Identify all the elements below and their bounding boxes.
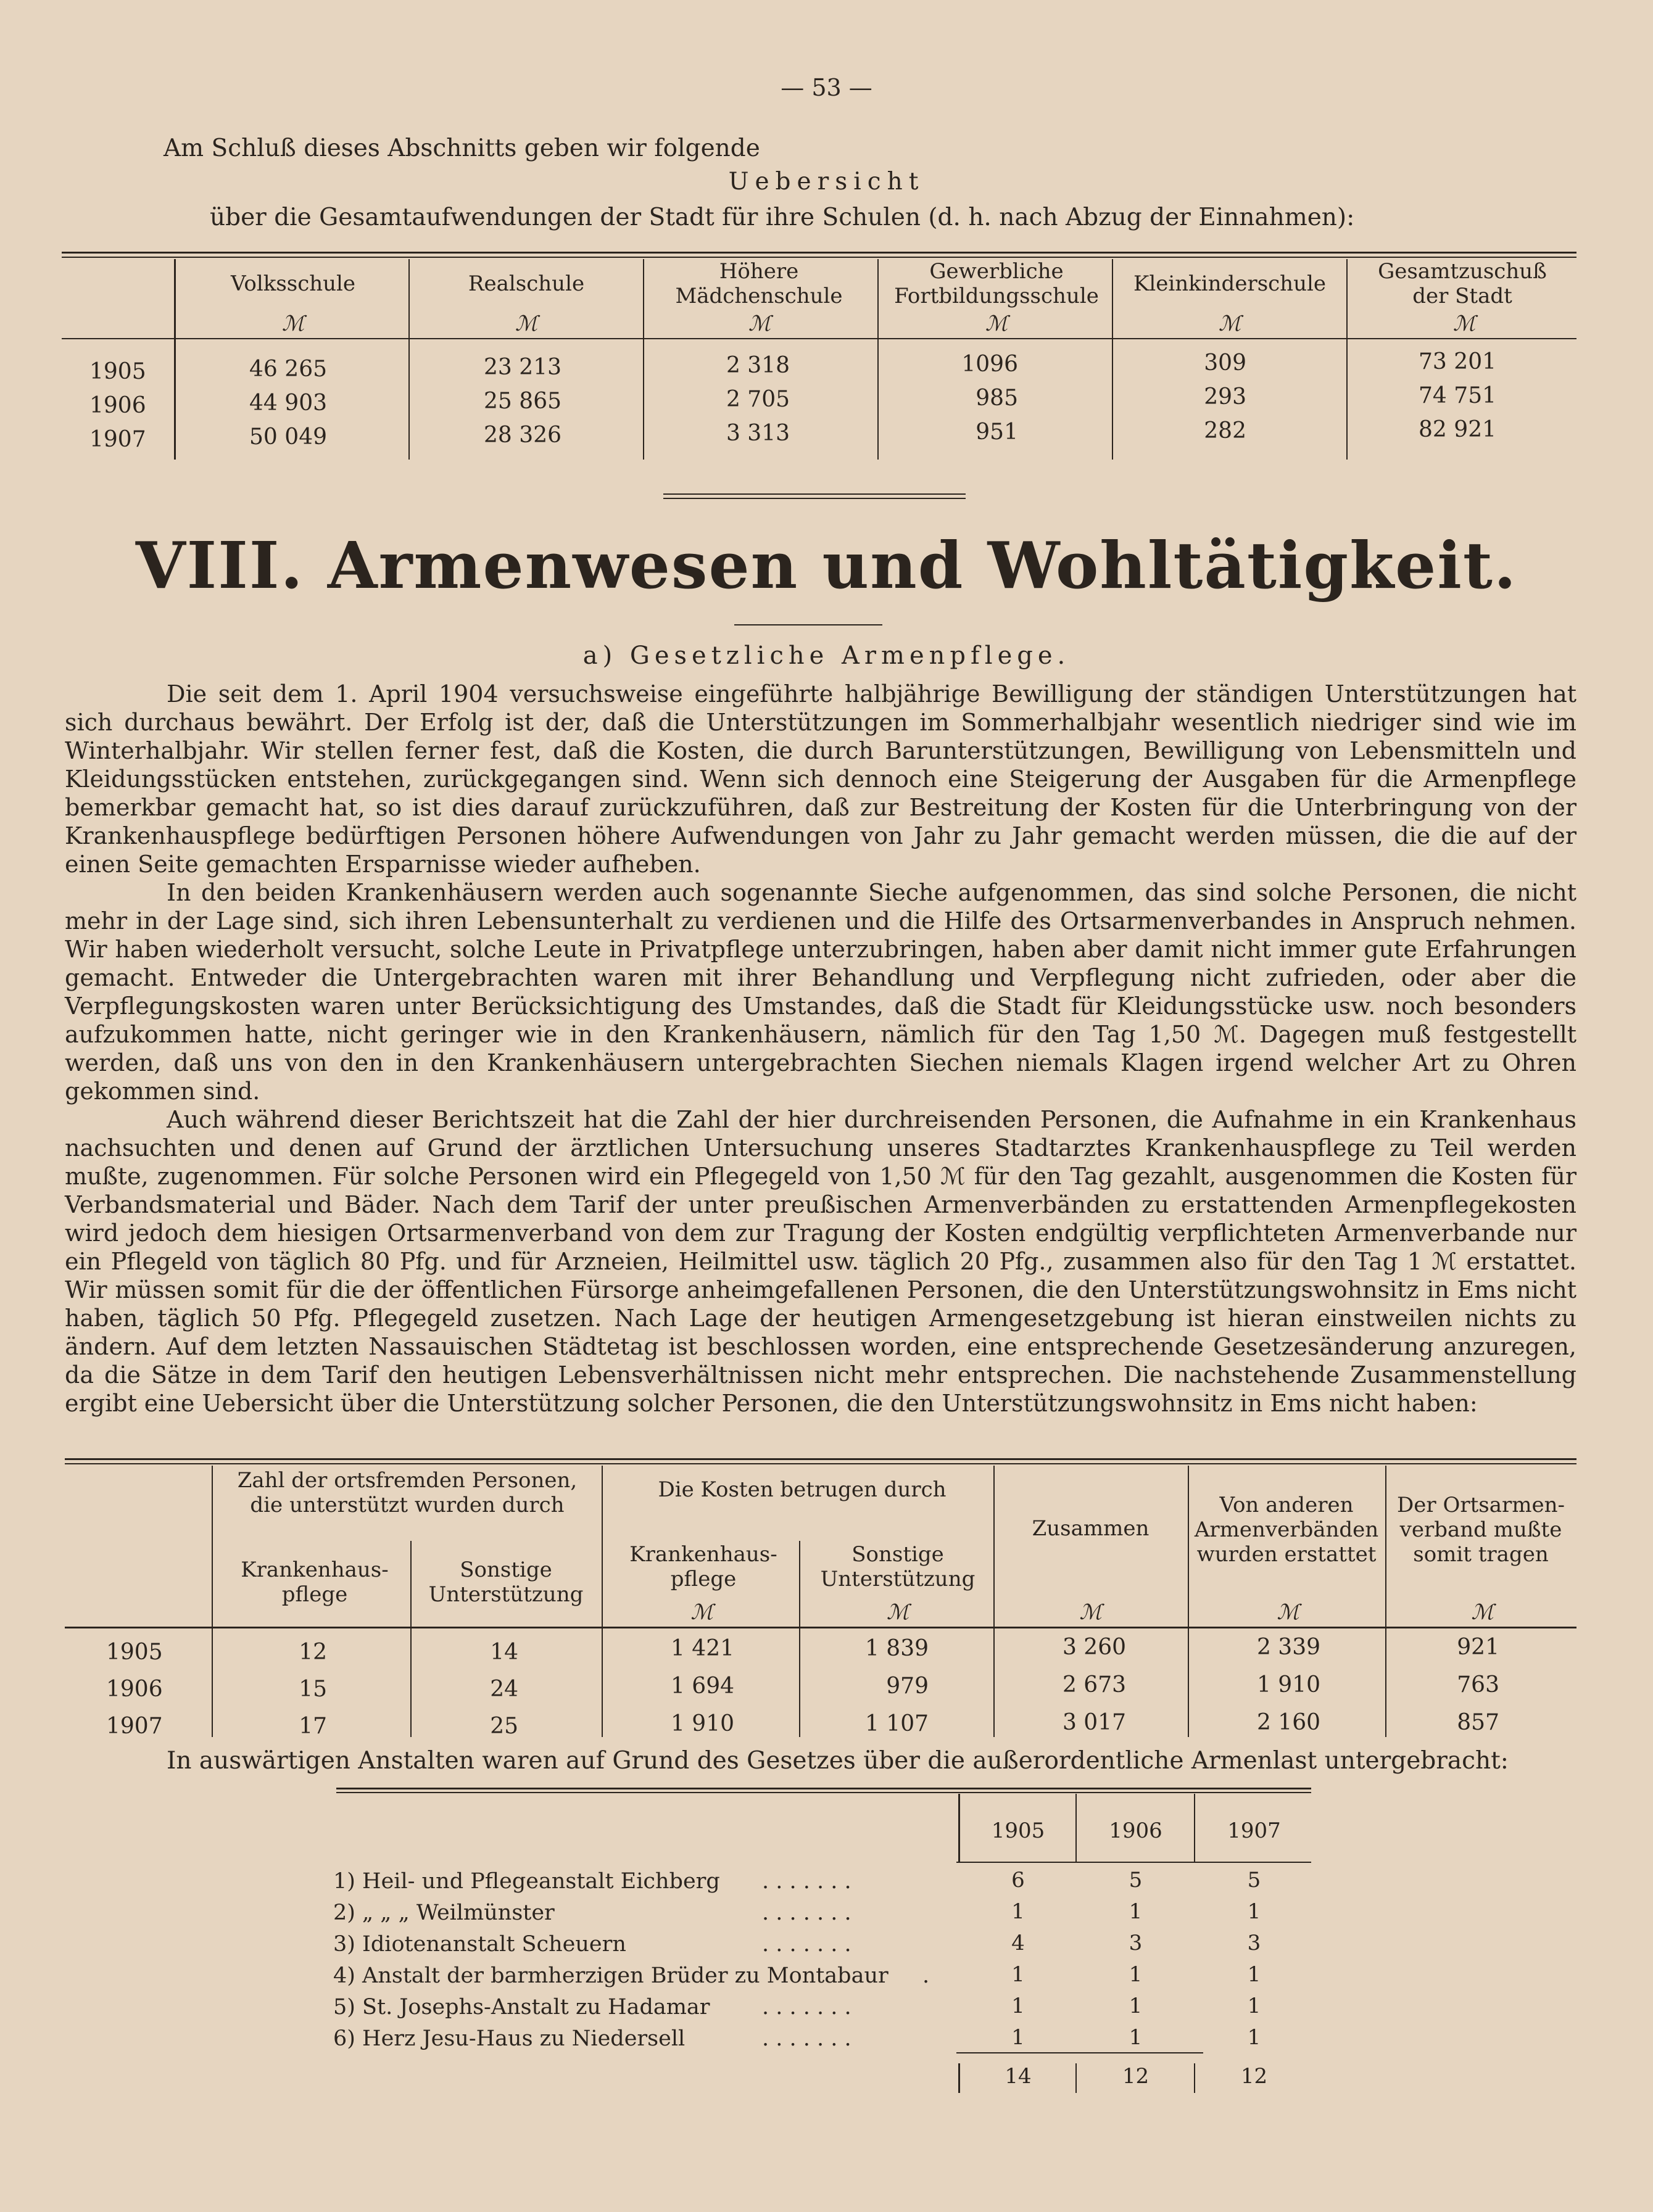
row-year: 1906 — [106, 1677, 163, 1702]
paragraph-text: Auch während dieser Berichtszeit hat die Zahl der hier durchreisenden Personen, die Aufnahme in ein Krankenhaus nachsuchten und denen auf Grund der ärztlichen Untersuchung unseres Stadtarztes Krankenhauspflege zu Teil werden mußte, zugenommen. Für solche Personen wird ein Pflegegeld von 1,50 ℳ für den Tag gezahlt, ausgenommen die Kosten für Verbandsmaterial und Bäder. Nach dem Tarif der unter preußischen Armenverbänden zu erstattenden Armenpflegekosten wird jedoch dem hiesigen Ortsarmenverband von dem zur Tragung der Kosten endgültig verpflichteten Armenverbande nur ein Pflegeld von täglich 80 Pfg. und für Arzneien, Heilmittel usw. täglich 20 Pfg., zusammen also für den Tag 1 ℳ erstattet. Wir müssen somit für die der öffentlichen Fürsorge anheimgefallenen Personen, die den Unterstützungswohnsitz in Ems nicht haben, täglich 50 Pfg. Pflegegeld zusetzen. Nach Lage der heutigen Armengesetzgebung ist hieran einstweilen nichts zu ändern. Auf dem letzten Nassauischen Städtetag ist beschlossen worden, eine entsprechende Gesetzesänderung anzuregen, da die Sätze in dem Tarif den heutigen Lebensverhältnissen nicht mehr entsprechen. Die nachstehende Zusammenstellung ergibt eine Uebersicht über die Unterstützung solcher Personen, die den Unterstützungswohnsitz in Ems nicht haben: — [65, 1106, 1576, 1417]
table-cell: 14 — [490, 1640, 518, 1665]
table-cell: 1 — [1011, 1962, 1025, 1987]
paragraph — [65, 878, 1576, 1105]
table-cell: 1096 — [961, 352, 1018, 377]
row-year: 1906 — [89, 393, 146, 418]
section-title: VIII. Armenwesen und Wohltätigkeit. — [135, 527, 1518, 603]
table-cell: 2 318 — [726, 353, 790, 378]
table-cell: 985 — [976, 386, 1018, 411]
leader-dots: . . . . . . . — [762, 2026, 851, 2051]
total-cell: 14 — [1005, 2064, 1032, 2089]
unit-mark: ℳ — [985, 312, 1008, 336]
institution-label: 5) St. Josephs-Anstalt zu Hadamar — [333, 1995, 710, 2020]
intro-line-2: über die Gesamtaufwendungen der Stadt für ihre Schulen (d. h. nach Abzug der Einnahmen): — [210, 204, 1355, 231]
group-header-persons: Zahl der ortsfremden Personen, die unterstützt wurden durch — [237, 1468, 578, 1517]
table-cell: 293 — [1204, 384, 1246, 410]
unit-mark: ℳ — [1218, 312, 1241, 336]
table-cell: 1 — [1129, 1994, 1143, 2018]
group-header-costs: Die Kosten betrugen durch — [658, 1477, 947, 1502]
title-underline — [734, 624, 882, 625]
paragraph-text: In den beiden Krankenhäusern werden auch sogenannte Sieche aufgenommen, das sind solche Personen, die nicht mehr in der Lage sind, sich ihren Lebensunterhalt zu verdienen und die Hilfe des Ortsarmenverbandes in Anspruch nehmen. Wir haben wiederholt versucht, solche Leute in Privatpflege unterzubringen, haben aber damit nicht immer gute Erfahrungen gemacht. Entweder die Untergebrachten waren mit ihrer Behandlung und Verpflegung nicht zufrieden, oder aber die Verpflegungskosten waren unter Berücksichtigung des Umstandes, daß die Stadt für Kleidungsstücke usw. noch besonders aufzukommen hatte, nicht geringer wie in den Krankenhäusern, nämlich für den Tag 1,50 ℳ. Dagegen muß festgestellt werden, daß uns von den in den Krankenhäusern untergebrachten Siechen niemals Klagen irgend welcher Art zu Ohren gekommen sind. — [65, 879, 1576, 1105]
unit-mark: ℳ — [1079, 1600, 1102, 1625]
table-cell: 3 017 — [1062, 1710, 1126, 1735]
table-cell: 1 — [1011, 1994, 1025, 2018]
table-cell: 15 — [299, 1677, 327, 1702]
col-header-krankenhauspflege-kosten: Krankenhaus-pflege — [629, 1542, 777, 1591]
table-cell: 28 326 — [484, 423, 561, 448]
institution-label: 1) Heil- und Pflegeanstalt Eichberg — [333, 1869, 720, 1894]
unit-mark: ℳ — [886, 1600, 909, 1625]
paragraph-text: Die seit dem 1. April 1904 versuchsweise eingeführte halbjährige Bewilligung der ständigen Unterstützungen hat sich durchaus bewährt. Der Erfolg ist der, daß die Unterstützungen im Sommerhalbjahr wesentlich niedriger sind wie im Winterhalbjahr. Wir stellen ferner fest, daß die Kosten, die durch Barunterstützungen, Bewilligung von Lebensmitteln und Kleidungsstücken entstehen, zurückgegangen sind. Wenn sich dennoch eine Steigerung der Ausgaben für die Armenpflege bemerkbar gemacht hat, so ist dies darauf zurückzuführen, daß zur Bestreitung der Kosten für die Unterbringung von der Krankenhauspflege bedürftigen Personen höhere Aufwendungen von Jahr zu Jahr gemacht werden müssen, die die auf der einen Seite gemachten Ersparnisse wieder aufheben. — [65, 680, 1576, 878]
row-year: 1907 — [89, 427, 146, 452]
table-cell: 46 265 — [249, 357, 327, 382]
table-cell: 2 160 — [1256, 1710, 1320, 1735]
col-header-krankenhauspflege: Krankenhaus-pflege — [241, 1558, 389, 1607]
page-number: — 53 — — [781, 74, 872, 101]
table-cell: 857 — [1457, 1710, 1499, 1735]
table-cell: 2 673 — [1062, 1672, 1126, 1698]
table-cell: 1 — [1247, 2025, 1261, 2050]
table-cell: 24 — [490, 1677, 518, 1702]
leader-dots: . . . . . . . — [762, 1932, 851, 1957]
table-cell: 50 049 — [249, 424, 327, 450]
row-year: 1905 — [89, 359, 146, 384]
leader-dots: . . . . . . . — [762, 1869, 851, 1894]
unit-mark: ℳ — [281, 312, 305, 336]
section-divider — [663, 498, 966, 499]
unit-mark: ℳ — [1277, 1600, 1299, 1625]
table-cell: 12 — [299, 1640, 327, 1665]
table-cell: 921 — [1457, 1635, 1499, 1660]
table-cell: 3 — [1129, 1931, 1143, 1955]
col-header-sonstige: Sonstige Unterstützung — [428, 1558, 584, 1607]
institution-label: 2) „ „ „ Weilmünster — [333, 1900, 555, 1925]
table-cell: 2 339 — [1256, 1635, 1320, 1660]
col-header-kleinkinderschule: Kleinkinderschule — [1133, 271, 1326, 296]
table-cell: 1 — [1247, 1962, 1261, 1987]
col-header-volksschule: Volksschule — [230, 271, 356, 296]
paragraph — [65, 680, 1576, 878]
paragraph — [65, 1105, 1576, 1418]
col-header-realschule: Realschule — [468, 271, 585, 296]
intro-heading: Uebersicht — [728, 168, 925, 196]
col-header-1906: 1906 — [1109, 1818, 1162, 1843]
table-cell: 1 — [1011, 1899, 1025, 1924]
institution-label: 6) Herz Jesu-Haus zu Niedersell — [333, 2026, 686, 2051]
table-cell: 3 313 — [726, 421, 790, 446]
intro-line: Am Schluß dieses Abschnitts geben wir folgende — [164, 134, 760, 162]
table-cell: 1 — [1129, 2025, 1143, 2050]
table-cell: 309 — [1204, 350, 1246, 376]
table-cell: 951 — [976, 419, 1018, 445]
table-cell: 82 921 — [1419, 417, 1496, 442]
table-cell: 44 903 — [249, 390, 327, 416]
table-cell: 6 — [1011, 1868, 1025, 1892]
row-year: 1905 — [106, 1640, 163, 1665]
table-cell: 3 — [1247, 1931, 1261, 1955]
section-subheading: a) Gesetzliche Armenpflege. — [582, 642, 1071, 670]
unit-mark: ℳ — [1452, 312, 1476, 336]
table-cell: 73 201 — [1419, 349, 1496, 374]
table-cell: 1 910 — [1256, 1672, 1320, 1698]
table-cell: 17 — [299, 1714, 327, 1739]
table-cell: 1 910 — [670, 1711, 734, 1736]
unit-mark: ℳ — [748, 312, 771, 336]
table-cell: 1 839 — [864, 1636, 929, 1661]
table-cell: 23 213 — [484, 355, 561, 380]
table-cell: 979 — [886, 1673, 929, 1699]
table-cell: 4 — [1011, 1931, 1025, 1955]
col-header-fortbildungsschule: Gewerbliche Fortbildungsschule — [894, 259, 1099, 308]
table-cell: 5 — [1247, 1868, 1261, 1892]
col-header-sonstige-kosten: Sonstige Unterstützung — [820, 1542, 976, 1591]
table-cell: 74 751 — [1419, 383, 1496, 408]
table-cell: 763 — [1457, 1672, 1499, 1698]
section-divider — [663, 493, 966, 495]
table-cell: 5 — [1129, 1868, 1143, 1892]
unit-mark: ℳ — [690, 1600, 713, 1625]
col-header-gesamtzuschuss: Gesamtzuschuß der Stadt — [1378, 259, 1547, 308]
table-cell: 282 — [1204, 418, 1246, 444]
table-cell: 1 — [1247, 1994, 1261, 2018]
table-cell: 1 694 — [670, 1673, 734, 1699]
table-cell: 3 260 — [1062, 1635, 1126, 1660]
unit-mark: ℳ — [515, 312, 538, 336]
row-year: 1907 — [106, 1714, 163, 1739]
institution-label: 4) Anstalt der barmherzigen Brüder zu Montabaur — [333, 1963, 889, 1988]
table-cell: 1 — [1129, 1962, 1143, 1987]
col-header-hoehere-maedchenschule: Höhere Mädchenschule — [675, 259, 843, 308]
col-header-erstattet: Von anderen Armenverbänden wurden erstattet — [1194, 1493, 1379, 1567]
institution-label: 3) Idiotenanstalt Scheuern — [333, 1932, 626, 1957]
table-cell: 1 — [1129, 1899, 1143, 1924]
table-cell: 1 107 — [864, 1711, 929, 1736]
unit-mark: ℳ — [1471, 1600, 1494, 1625]
table-cell: 2 705 — [726, 387, 790, 412]
table-cell: 25 — [490, 1714, 518, 1739]
leader-dots: . . . . . . . — [762, 1995, 851, 2020]
col-header-zusammen: Zusammen — [1032, 1516, 1150, 1541]
table-cell: 1 421 — [670, 1636, 734, 1661]
leader-dots: . — [922, 1963, 930, 1988]
table-cell: 25 865 — [484, 389, 561, 414]
col-header-1905: 1905 — [991, 1818, 1045, 1843]
table-cell: 1 — [1011, 2025, 1025, 2050]
col-header-1907: 1907 — [1227, 1818, 1281, 1843]
table-cell: 1 — [1247, 1899, 1261, 1924]
total-cell: 12 — [1240, 2064, 1268, 2089]
total-cell: 12 — [1122, 2064, 1150, 2089]
leader-dots: . . . . . . . — [762, 1900, 851, 1925]
paragraph-text: In auswärtigen Anstalten waren auf Grund des Gesetzes über die außerordentliche Armenlast untergebracht: — [167, 1747, 1509, 1775]
col-header-ortsarmenverband: Der Ortsarmen-verband mußte somit tragen — [1397, 1493, 1565, 1567]
